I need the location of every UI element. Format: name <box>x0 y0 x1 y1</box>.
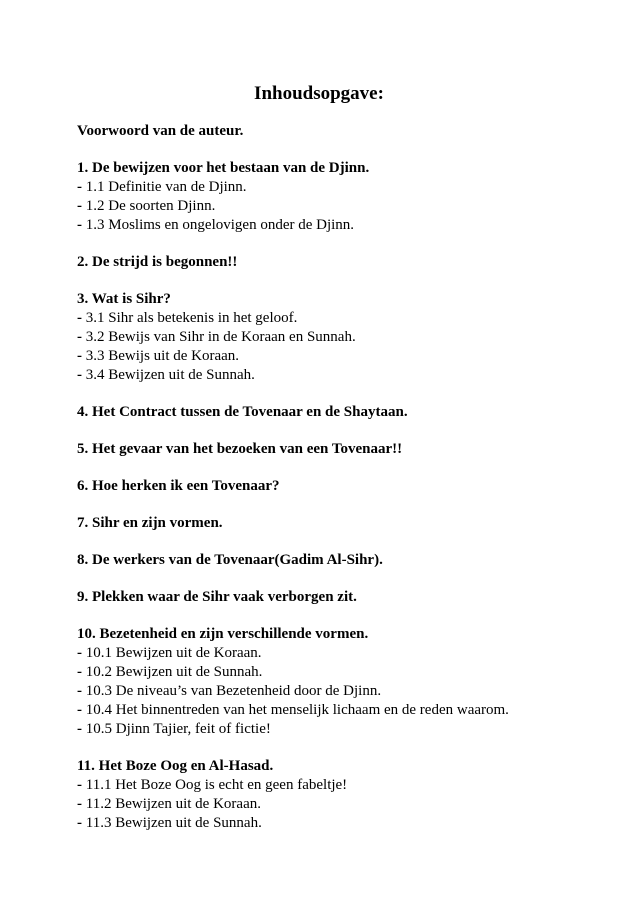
list-dash: - <box>77 777 86 793</box>
toc-subitem <box>77 309 617 328</box>
list-dash: - <box>77 310 86 326</box>
page-title: Inhoudsopgave: <box>254 83 384 104</box>
toc-subitem-label: 11.3 Bewijzen uit de Sunnah. <box>85 815 262 831</box>
toc-heading: 9. Plekken waar de Sihr vaak verborgen zit. <box>77 589 357 605</box>
list-dash: - <box>77 664 86 680</box>
toc-subitem-label: 11.1 Het Boze Oog is echt en geen fabeltje! <box>85 777 348 793</box>
toc-subitem <box>77 644 617 663</box>
list-dash: - <box>77 179 86 195</box>
toc-heading: 2. De strijd is begonnen!! <box>77 254 238 270</box>
toc-subitem-label: 10.4 Het binnentreden van het menselijk lichaam en de reden waarom. <box>85 702 509 718</box>
toc-heading: 1. De bewijzen voor het bestaan van de Djinn. <box>77 160 370 176</box>
toc-subitem-label: 1.1 Definitie van de Djinn. <box>85 179 247 195</box>
toc-subitem <box>77 720 617 739</box>
toc-section <box>77 551 617 570</box>
list-dash: - <box>77 348 86 364</box>
toc-subitem-label: 3.3 Bewijs uit de Koraan. <box>85 348 240 364</box>
toc-heading: 11. Het Boze Oog en Al-Hasad. <box>77 758 274 774</box>
toc-section <box>77 757 617 833</box>
toc-section <box>77 290 617 385</box>
toc-heading: 5. Het gevaar van het bezoeken van een Tovenaar!! <box>77 441 403 457</box>
toc-subitem-label: 1.2 De soorten Djinn. <box>85 198 216 214</box>
toc-subitem-label: 3.4 Bewijzen uit de Sunnah. <box>85 367 255 383</box>
list-dash: - <box>77 367 86 383</box>
toc-section <box>77 440 617 459</box>
toc-heading: 3. Wat is Sihr? <box>77 291 171 307</box>
list-dash: - <box>77 198 86 214</box>
toc-subitem-label: 1.3 Moslims en ongelovigen onder de Djinn. <box>85 217 355 233</box>
toc-subitem <box>77 366 617 385</box>
toc-subitem <box>77 178 617 197</box>
toc-heading: Voorwoord van de auteur. <box>77 123 244 139</box>
toc-subitem <box>77 795 617 814</box>
toc-section <box>77 403 617 422</box>
list-dash: - <box>77 721 86 737</box>
toc-subitem <box>77 682 617 701</box>
toc-subitem-label: 10.1 Bewijzen uit de Koraan. <box>85 645 262 661</box>
toc-heading: 7. Sihr en zijn vormen. <box>77 515 223 531</box>
toc-heading: 4. Het Contract tussen de Tovenaar en de Shaytaan. <box>77 404 408 420</box>
toc-heading: 10. Bezetenheid en zijn verschillende vormen. <box>77 626 369 642</box>
list-dash: - <box>77 683 86 699</box>
toc-section <box>77 514 617 533</box>
toc-subitem <box>77 701 617 720</box>
list-dash: - <box>77 329 86 345</box>
toc-section <box>77 159 617 235</box>
toc-section <box>77 122 617 141</box>
toc-subitem-label: 3.1 Sihr als betekenis in het geloof. <box>85 310 298 326</box>
toc-section <box>77 588 617 607</box>
toc-subitem <box>77 347 617 366</box>
list-dash: - <box>77 702 86 718</box>
toc-section <box>77 625 617 739</box>
toc-section <box>77 253 617 272</box>
toc-subitem-label: 3.2 Bewijs van Sihr in de Koraan en Sunnah. <box>85 329 356 345</box>
toc-heading: 6. Hoe herken ik een Tovenaar? <box>77 478 280 494</box>
list-dash: - <box>77 796 86 812</box>
toc-subitem-label: 10.5 Djinn Tajier, feit of fictie! <box>85 721 271 737</box>
toc-subitem-label: 10.2 Bewijzen uit de Sunnah. <box>85 664 263 680</box>
toc-subitem-label: 11.2 Bewijzen uit de Koraan. <box>85 796 261 812</box>
toc-heading: 8. De werkers van de Tovenaar(Gadim Al-Sihr). <box>77 552 383 568</box>
toc-section <box>77 477 617 496</box>
toc-subitem <box>77 663 617 682</box>
toc-subitem <box>77 216 617 235</box>
toc-subitem-label: 10.3 De niveau’s van Bezetenheid door de Djinn. <box>85 683 382 699</box>
toc-subitem <box>77 776 617 795</box>
toc-subitem <box>77 197 617 216</box>
toc-subitem <box>77 328 617 347</box>
list-dash: - <box>77 217 86 233</box>
list-dash: - <box>77 645 86 661</box>
list-dash: - <box>77 815 86 831</box>
table-of-contents <box>77 122 617 851</box>
toc-subitem <box>77 814 617 833</box>
